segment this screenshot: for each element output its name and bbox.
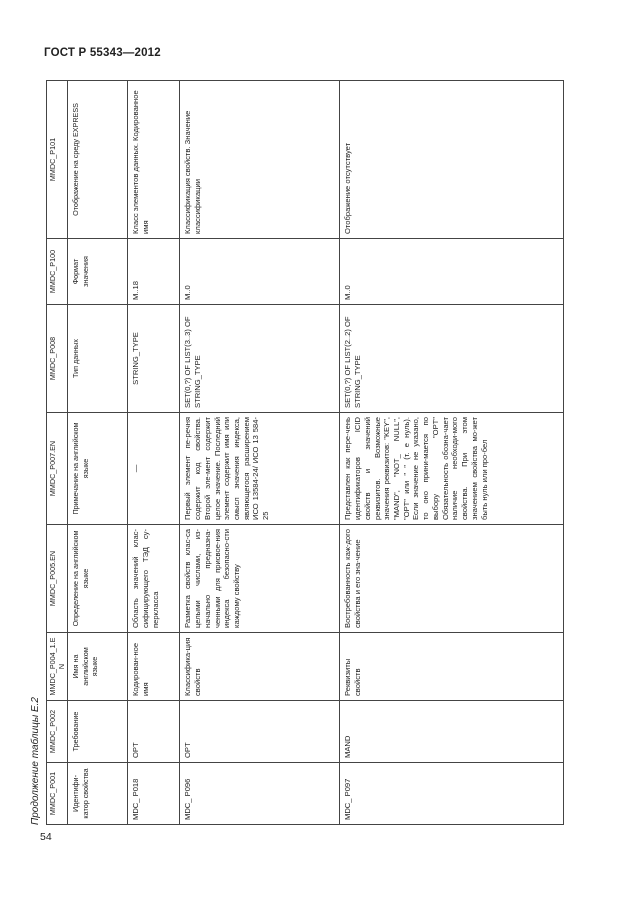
table-row [180,81,340,825]
code-cell: MMDC_P101 [47,81,68,239]
table-caption: Продолжение таблицы Е.2 [30,697,41,825]
column-header: Тип данных [68,305,128,413]
cell: Область значений клас-сифицирующего ТЭД су-перкласса [128,525,180,633]
code-row [47,81,68,825]
cell: M..0 [340,239,564,305]
column-header: Отображение на среду EXPRESS [68,81,128,239]
cell: MAND [340,701,564,763]
table-row [340,81,564,825]
column-header: Формат значения [68,239,128,305]
code-cell: MMDC_P001 [47,763,68,825]
column-header: Определение на английском языке [68,525,128,633]
code-cell: MMDC_P004_1.EN [47,633,68,701]
cell: OPT [128,701,180,763]
cell: SET(0,?) OF LIST(3..3) OF STRING_TYPE [180,305,340,413]
cell: Разметка свойств клас-са целыми числами, из-начально предназна-ченными для присвое-ния индекса безопасно-сти каждому свойству [180,525,340,633]
standard-header: ГОСТ Р 55343—2012 [44,47,161,59]
page-number: 54 [40,831,52,843]
column-header: Идентифи-катор свойства [68,763,128,825]
header-row [68,81,128,825]
cell: MDC_ P018 [128,763,180,825]
cell: Представлен как пере-чень идентификаторов ICID свойств и значений реквизитов. Возможные значения реквизитов: "KEY", "MAND", "NOT_ NULL", "OPT" или " " (т. е нуль). Если значение не указано, то оно прини-мается по выбору "OPT" Обязательность обозна-чает наличие необходи-мого свойства. При этом значением свойства мо-жет быть нуль или про-бел [340,413,564,525]
code-cell: MMDC_P002 [47,701,68,763]
properties-table [46,80,564,825]
column-header: Примечание на английском языке [68,413,128,525]
column-header: Имя на английском языке [68,633,128,701]
cell: Кодирован-ное имя [128,633,180,701]
code-cell: MMDC_P005.EN [47,525,68,633]
code-cell: MMDC_P007.EN [47,413,68,525]
cell: STRING_TYPE [128,305,180,413]
cell: OPT [180,701,340,763]
cell: Востребованность каж-дого свойства и его зна-чение [340,525,564,633]
code-cell: MMDC_P008 [47,305,68,413]
cell: MDC_ P097 [340,763,564,825]
cell: Реквизиты свойств [340,633,564,701]
cell: Классификация свойств. Значение классификации [180,81,340,239]
cell: SET(0,?) OF LIST(2..2) OF STRING_TYPE [340,305,564,413]
cell: Класс элементов данных. Кодированное имя [128,81,180,239]
rotated-table-block [30,75,586,825]
cell: — [128,413,180,525]
cell: M..18 [128,239,180,305]
table-row [128,81,180,825]
cell: Классифика-ция свойств [180,633,340,701]
cell: Первый элемент пе-речня содержит код свойства. Второй эле-мент содержит целое значение. Последний элемент содержит имя или смысл значения индекса, являющегося расширением ИСО 13584-24/ ИСО 13 584-25 [180,413,340,525]
cell: MDC_ P096 [180,763,340,825]
cell: M..0 [180,239,340,305]
code-cell: MMDC_P100 [47,239,68,305]
cell: Отображение отсутствует [340,81,564,239]
column-header: Требование [68,701,128,763]
